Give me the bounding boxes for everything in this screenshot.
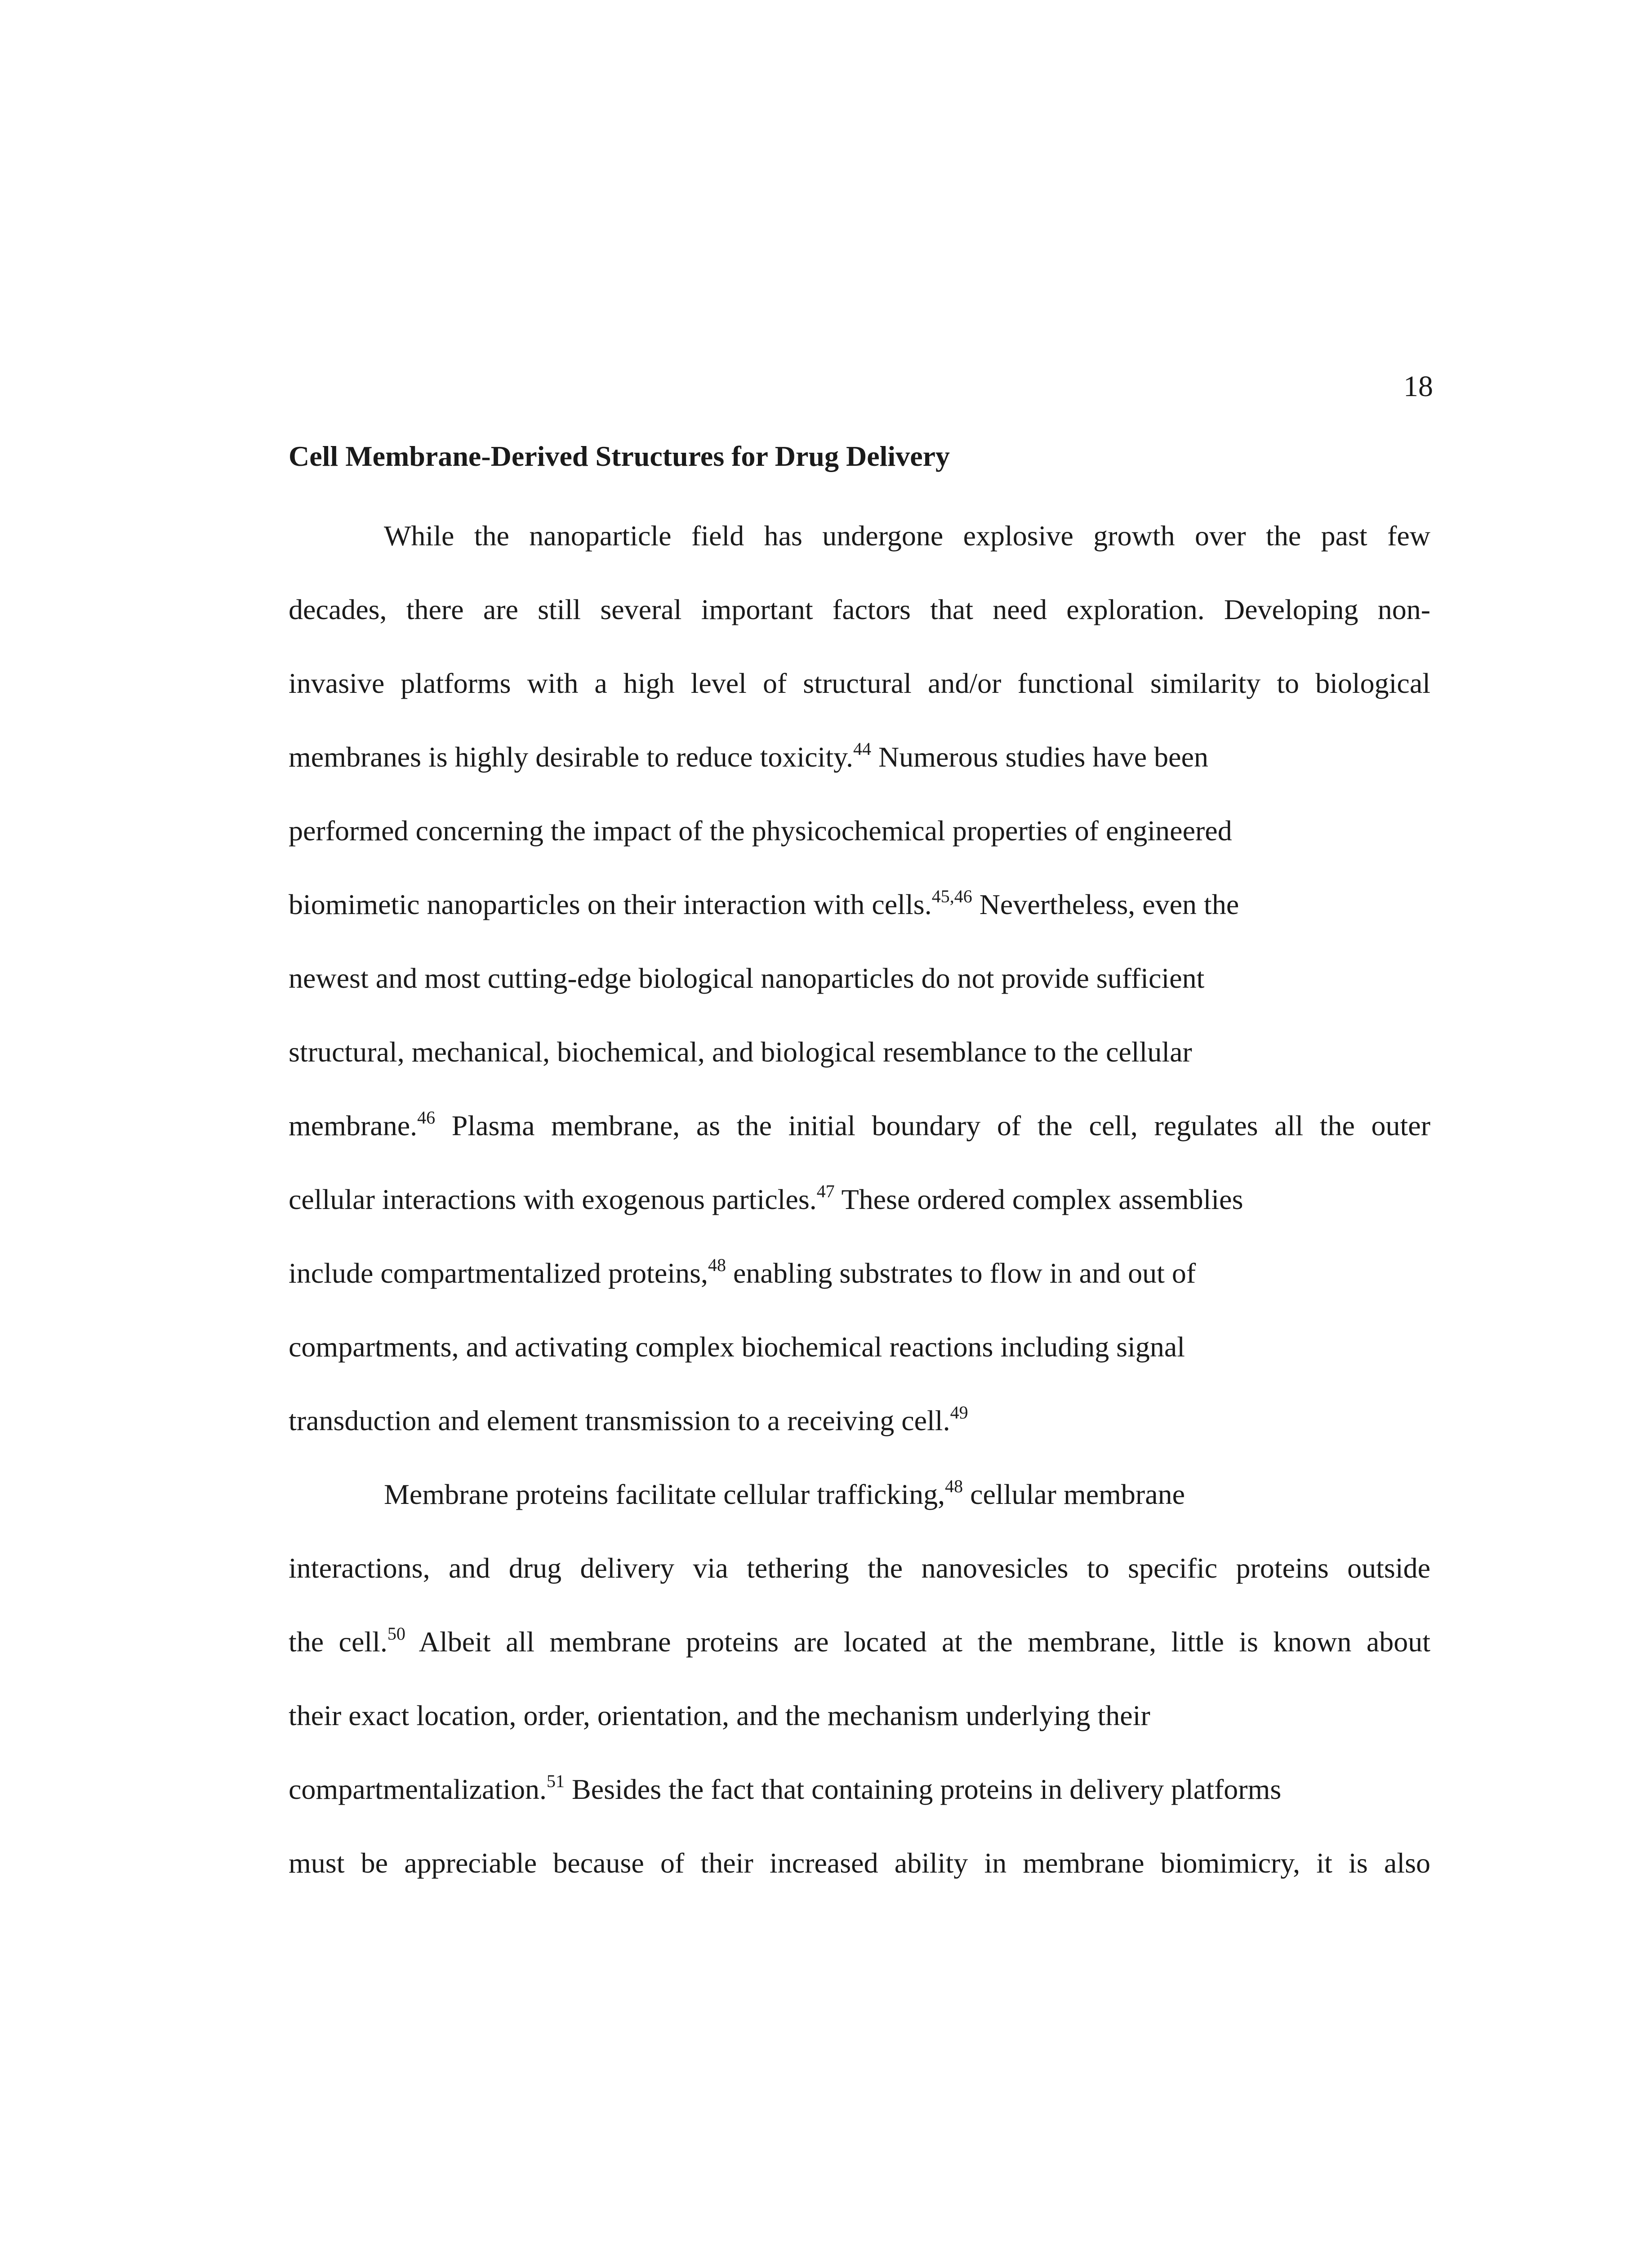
text-line bbox=[289, 647, 1430, 720]
text-line bbox=[289, 1753, 1430, 1826]
text-line bbox=[289, 1605, 1430, 1679]
text-line bbox=[289, 1826, 1430, 1900]
document-body bbox=[289, 434, 1430, 1900]
section-heading: Cell Membrane-Derived Structures for Drug Delivery bbox=[289, 440, 950, 472]
text-line bbox=[289, 1236, 1430, 1310]
text-line bbox=[289, 941, 1430, 1015]
text-line bbox=[289, 1531, 1430, 1605]
text-segment: membrane. bbox=[289, 1110, 418, 1142]
text-line bbox=[289, 1310, 1430, 1384]
text-segment: invasive platforms with a high level of structural and/or functional similarity to biological bbox=[289, 667, 1430, 699]
text-segment: Albeit all membrane proteins are located at the membrane, little is known about bbox=[405, 1626, 1431, 1658]
citation-superscript: 47 bbox=[816, 1181, 835, 1201]
text-segment: cellular interactions with exogenous particles. bbox=[289, 1183, 817, 1215]
text-line bbox=[289, 1458, 1430, 1531]
text-line bbox=[289, 868, 1430, 941]
text-line bbox=[289, 499, 1430, 573]
citation-superscript: 49 bbox=[950, 1402, 968, 1423]
text-segment: include compartmentalized proteins, bbox=[289, 1257, 708, 1289]
citation-superscript: 51 bbox=[547, 1771, 565, 1791]
citation-superscript: 48 bbox=[708, 1255, 726, 1275]
text-segment: Nevertheless, even the bbox=[972, 888, 1239, 920]
text-segment: biomimetic nanoparticles on their interaction with cells. bbox=[289, 888, 932, 920]
text-segment: cellular membrane bbox=[963, 1478, 1185, 1510]
text-line bbox=[289, 1089, 1430, 1163]
citation-superscript: 46 bbox=[417, 1107, 436, 1128]
text-line bbox=[289, 720, 1430, 794]
citation-superscript: 44 bbox=[853, 739, 871, 759]
text-segment: Numerous studies have been bbox=[871, 741, 1208, 773]
text-segment: compartmentalization. bbox=[289, 1773, 547, 1805]
text-line bbox=[289, 794, 1430, 868]
text-segment: compartments, and activating complex biochemical reactions including signal bbox=[289, 1331, 1185, 1363]
text-segment: These ordered complex assemblies bbox=[834, 1183, 1243, 1215]
text-line bbox=[289, 573, 1430, 647]
text-segment: Plasma membrane, as the initial boundary of the cell, regulates all the outer bbox=[435, 1110, 1430, 1142]
text-segment: newest and most cutting-edge biological nanoparticles do not provide sufficient bbox=[289, 962, 1205, 994]
citation-superscript: 50 bbox=[387, 1624, 405, 1644]
text-segment: performed concerning the impact of the physicochemical properties of engineered bbox=[289, 815, 1232, 847]
text-segment: the cell. bbox=[289, 1626, 387, 1658]
text-line bbox=[289, 1384, 1430, 1458]
text-segment: Besides the fact that containing proteins in delivery platforms bbox=[565, 1773, 1282, 1805]
text-segment: their exact location, order, orientation, and the mechanism underlying their bbox=[289, 1699, 1150, 1731]
text-segment: interactions, and drug delivery via tethering the nanovesicles to specific proteins outside bbox=[289, 1552, 1430, 1584]
text-line bbox=[289, 1163, 1430, 1236]
text-segment: decades, there are still several important factors that need exploration. Developing non- bbox=[289, 593, 1430, 625]
text-segment: membranes is highly desirable to reduce toxicity. bbox=[289, 741, 853, 773]
text-segment: While the nanoparticle field has undergone explosive growth over the past few bbox=[384, 520, 1430, 552]
text-line bbox=[289, 1679, 1430, 1753]
text-segment: must be appreciable because of their increased ability in membrane biomimicry, it is also bbox=[289, 1847, 1430, 1879]
text-segment: structural, mechanical, biochemical, and biological resemblance to the cellular bbox=[289, 1036, 1192, 1068]
text-segment: transduction and element transmission to a receiving cell. bbox=[289, 1405, 950, 1436]
page-number: 18 bbox=[1403, 370, 1433, 403]
citation-superscript: 48 bbox=[945, 1476, 963, 1496]
text-segment: enabling substrates to flow in and out of bbox=[726, 1257, 1196, 1289]
text-segment: Membrane proteins facilitate cellular trafficking, bbox=[384, 1478, 945, 1510]
text-line bbox=[289, 1015, 1430, 1089]
citation-superscript: 45,46 bbox=[931, 886, 972, 906]
body-text bbox=[289, 499, 1430, 1900]
